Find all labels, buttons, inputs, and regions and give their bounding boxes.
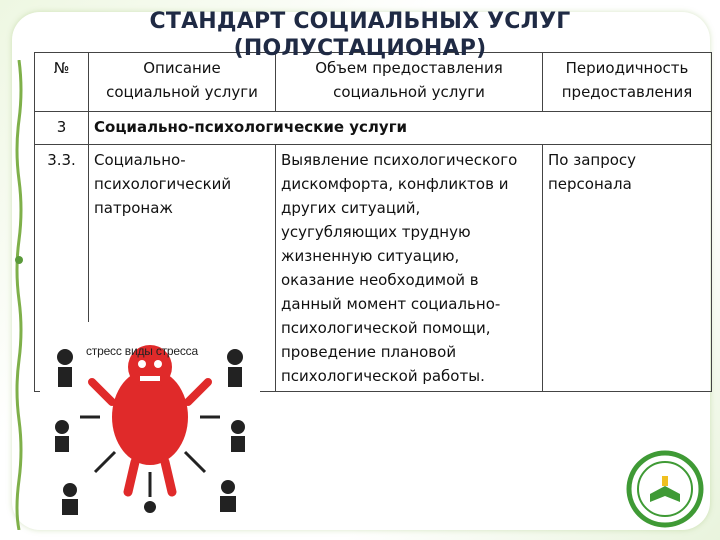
row-description: Социально-психологический патронаж bbox=[89, 145, 276, 392]
section-row bbox=[35, 112, 712, 145]
header-periodicity: Периодичность предоставления bbox=[543, 53, 712, 112]
title-line-2: (ПОЛУСТАЦИОНАР) bbox=[233, 36, 487, 61]
organization-logo-icon bbox=[626, 450, 704, 528]
slide-title bbox=[130, 8, 590, 62]
row-number: 3.3. bbox=[35, 145, 89, 392]
section-number: 3 bbox=[35, 112, 89, 145]
decorative-vine bbox=[14, 60, 24, 530]
row-periodicity: По запросу персонала bbox=[543, 145, 712, 392]
header-number: № bbox=[35, 53, 89, 112]
row-volume: Выявление психологического дискомфорта, конфликтов и других ситуаций, усугубляющих трудную жизненную ситуацию, оказание необходимой в данный момент социально-психологической помощи, проведение плановой психологической работы. bbox=[276, 145, 543, 392]
section-title: Социально-психологические услуги bbox=[89, 112, 712, 145]
header-description: Описание социальной услуги bbox=[89, 53, 276, 112]
title-line-1: СТАНДАРТ СОЦИАЛЬНЫХ УСЛУГ bbox=[149, 9, 571, 34]
header-volume: Объем предоставления социальной услуги bbox=[276, 53, 543, 112]
stress-caption: стресс виды стресса bbox=[86, 344, 198, 358]
